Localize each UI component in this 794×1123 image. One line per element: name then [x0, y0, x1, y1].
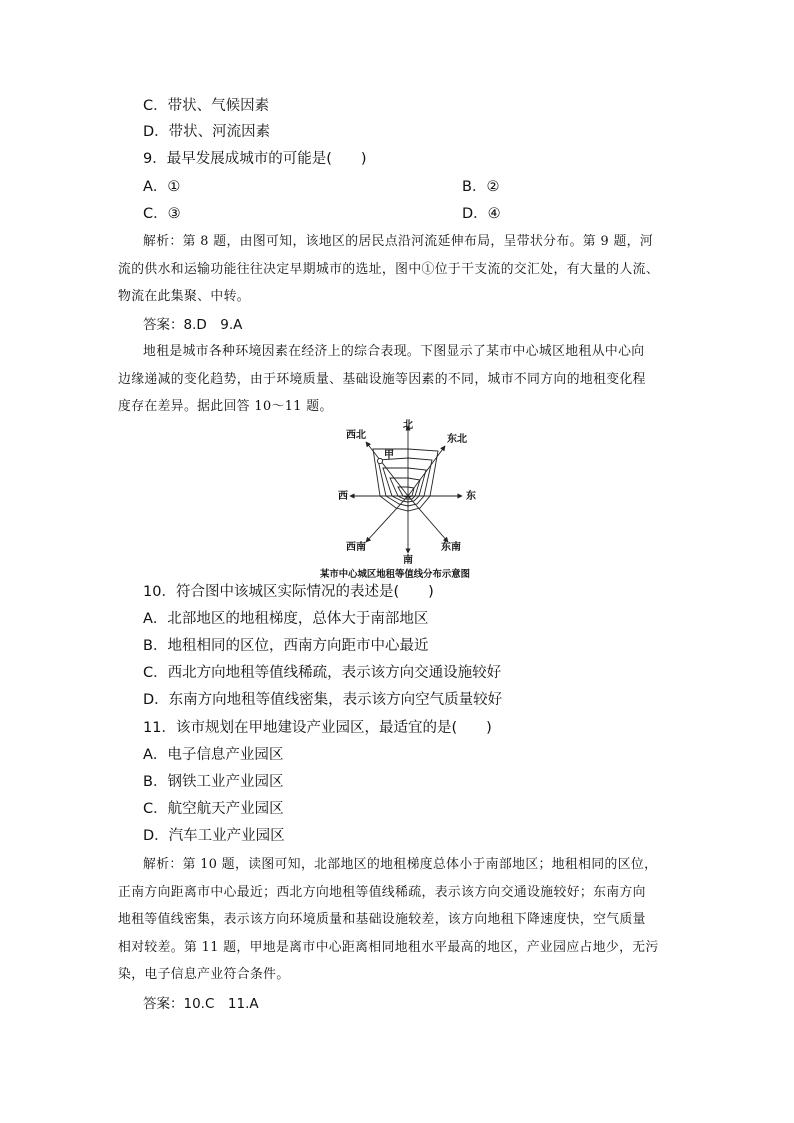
q10-option-c: C．西北方向地租等值线稀疏，表示该方向交通设施较好: [143, 665, 502, 681]
analysis-2-line: 染，电子信息产业符合条件。: [118, 967, 290, 982]
label-point-jia: 甲: [384, 450, 394, 461]
intro-line: 边缘递减的变化趋势，由于环境质量、基础设施等因素的不同，城市不同方向的地租变化程: [118, 371, 646, 387]
q10-option-d: D．东南方向地租等值线密集，表示该方向空气质量较好: [143, 692, 503, 708]
analysis-1-line: 流的供水和运输功能往往决定早期城市的选址，图中①位于干支流的交汇处，有大量的人流、: [118, 261, 660, 277]
q11-option-c: C．航空航天产业园区: [143, 801, 284, 817]
q9-option-b: B．②: [462, 179, 500, 195]
q9-option-c: C．③: [143, 206, 181, 222]
analysis-1-line: 解析：第 8 题，由图可知，该地区的居民点沿河流延伸布局，呈带状分布。第 9 题，河: [143, 234, 654, 249]
label-west: 西: [338, 491, 348, 502]
q11-option-a: A．电子信息产业园区: [143, 747, 284, 763]
q9-stem: 9．最早发展成城市的可能是( ): [143, 151, 367, 167]
intro-line: 地租是城市各种环境因素在经济上的综合表现。下图显示了某市中心城区地租从中心向: [143, 344, 645, 359]
answer-1: 答案：8.D 9.A: [143, 317, 243, 333]
analysis-2-line: 地租等值线密集，表示该方向环境质量和基础设施较差，该方向地租下降速度快，空气质量: [118, 912, 646, 927]
rent-isoline-figure: [320, 418, 500, 581]
axis-southeast: [408, 496, 448, 542]
q11-option-d: D．汽车工业产业园区: [143, 828, 285, 844]
q9-option-d: D．④: [462, 206, 501, 222]
isoline: [398, 487, 414, 497]
q11-stem: 11．该市规划在甲地建设产业园区，最适宜的是( ): [143, 720, 492, 736]
analysis-2-line: 解析：第 10 题，读图可知，北部地区的地租梯度总体小于南部地区；地租相同的区位，: [143, 857, 658, 872]
q9-option-a: A．①: [143, 179, 181, 195]
figure-caption: 某市中心城区地租等值线分布示意图: [320, 569, 471, 580]
label-east: 东: [466, 491, 476, 502]
intro-paragraph: [118, 338, 693, 421]
q10-option-a: A．北部地区的地租梯度，总体大于南部地区: [143, 611, 429, 627]
analysis-1: [118, 228, 693, 311]
analysis-2: [118, 851, 693, 989]
q10-option-b: B．地租相同的区位，西南方向距市中心最近: [143, 638, 429, 654]
point-jia-marker: [377, 458, 382, 463]
axis-southwest: [366, 496, 408, 542]
analysis-2-line: 相对较差。第 11 题，甲地是离市中心距离相同地租水平最高的地区，产业园应占地少，无污: [118, 939, 659, 955]
intro-line: 度存在差异。据此回答 10～11 题。: [118, 399, 333, 414]
label-southeast: 东南: [441, 542, 461, 553]
label-north: 北: [403, 420, 413, 431]
q10-stem: 10．符合图中该城区实际情况的表述是( ): [143, 584, 434, 600]
label-south: 南: [403, 555, 413, 566]
q11-option-b: B．钢铁工业产业园区: [143, 774, 284, 790]
analysis-1-line: 物流在此集聚、中转。: [118, 289, 250, 304]
label-southwest: 西南: [346, 542, 366, 553]
answer-2: 答案：10.C 11.A: [143, 996, 259, 1012]
analysis-2-line: 正南方向距离市中心最近；西北方向地租等值线稀疏，表示该方向交通设施较好；东南方向: [118, 884, 646, 900]
label-northeast: 东北: [447, 434, 467, 445]
q8-option-c: C．带状、气候因素: [143, 98, 270, 114]
label-northwest: 西北: [346, 430, 366, 441]
q8-option-d: D．带状、河流因素: [143, 124, 271, 140]
